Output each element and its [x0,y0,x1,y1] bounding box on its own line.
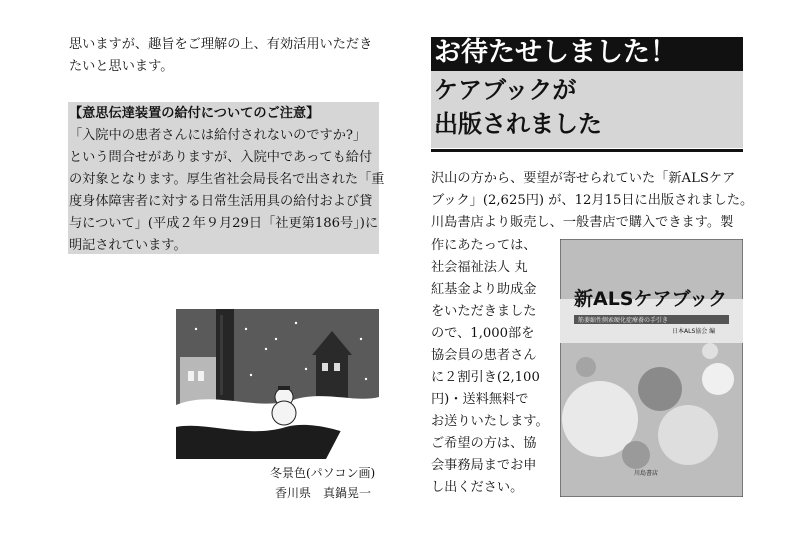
book-association: 日本ALS協会 編 [672,328,716,335]
artwork-caption-author: 香川県 真鍋晃一 [275,486,372,500]
book-subtitle: 筋萎縮性側索硬化症療養の手引き [578,317,669,324]
headline-subtitle-1: ケアブックが [434,75,577,104]
intro-paragraph: 思いますが、趣旨をご理解の上、有効活用いただき たいと思います。 [69,37,373,74]
headline-subtitle-2: 出版されました [434,109,602,138]
book-title: 新ALSケアブック [574,288,728,310]
article-side-paragraph: 作にあたっては、 社会福祉法人 丸 紅基金より助成金 をいただきました ので、1,000部を 協会員の患者さん に２割引き(2,100 円)・送料無料で お送りいたします。 ご希望の方は、協 会事務局までお申 し出ください。 [431,238,549,495]
headline-title: お待たせしました！ [434,37,677,68]
article-paragraph: 沢山の方から、要望が寄せられていた「新ALSケア ブック」(2,625円) が、12月15日に出版されました。 川島書店より販売し、一般書店で購入できます。製 [431,171,754,230]
artwork-caption-title: 冬景色(パソコン画) [270,466,376,480]
book-publisher: 川島書店 [634,470,659,477]
book-cover-image [560,239,743,497]
winter-scene-artwork [176,309,379,459]
notice-body: 「入院中の患者さんには給付されないのですか?」 という問合せがありますが、入院中であっても給付 の対象となります。厚生省社会局長名で出された「重 度身体障害者に対する日常生活用具の給付および貸 与について」(平成２年９月29日「社更第186号」)に 明記されています。 [69,128,385,253]
notice-title: 【意思伝達装置の給付についてのご注意】 [69,106,320,121]
headline-divider [431,149,743,152]
